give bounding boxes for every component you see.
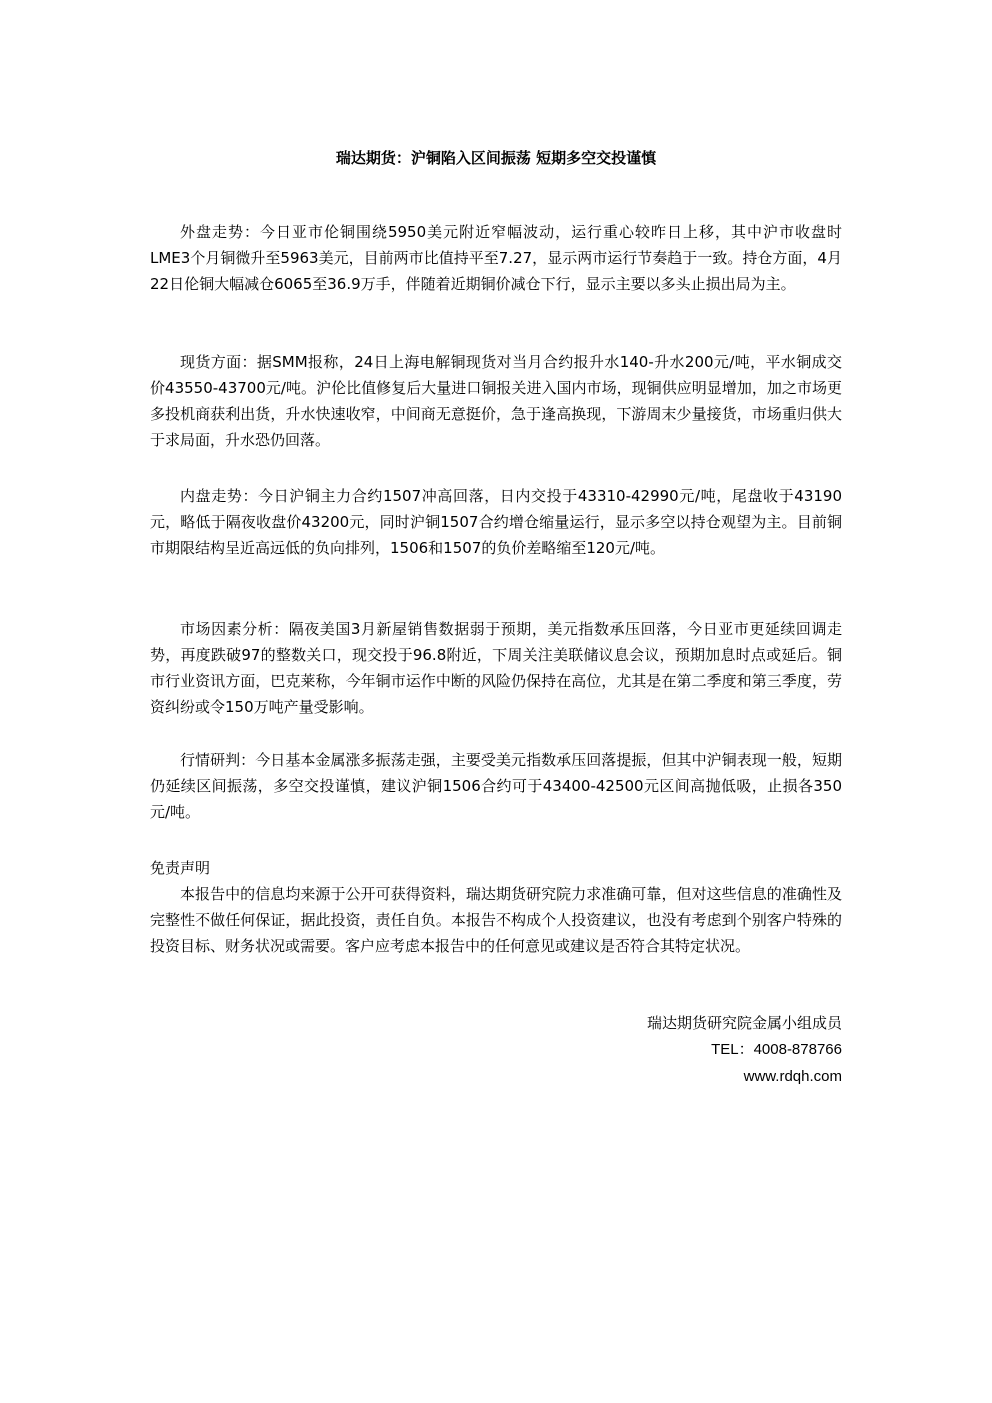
paragraph-market-factors: 市场因素分析：隔夜美国3月新屋销售数据弱于预期，美元指数承压回落，今日亚市更延续回调走势，再度跌破97的整数关口，现交投于96.8附近，下周关注美联储议息会议，预期加息时点或延后。铜市行业资讯方面，巴克莱称，今年铜市运作中断的风险仍保持在高位，尤其是在第二季度和第三季度，劳资纠纷或令150万吨产量受影响。 bbox=[150, 620, 842, 716]
disclaimer-body: 本报告中的信息均来源于公开可获得资料，瑞达期货研究院力求准确可靠，但对这些信息的准确性及完整性不做任何保证，据此投资，责任自负。本报告不构成个人投资建议，也没有考虑到个别客户特殊的投资目标、财务状况或需要。客户应考虑本报告中的任何意见或建议是否符合其特定状况。 bbox=[150, 885, 842, 955]
paragraph-outlook: 行情研判：今日基本金属涨多振荡走强，主要受美元指数承压回落提振，但其中沪铜表现一般，短期仍延续区间振荡，多空交投谨慎，建议沪铜1506合约可于43400-42500元区间高抛低吸，止损各350元/吨。 bbox=[150, 751, 842, 821]
document-title: 瑞达期货：沪铜陷入区间振荡 短期多空交投谨慎 bbox=[335, 149, 657, 167]
paragraph-spot-market: 现货方面：据SMM报称，24日上海电解铜现货对当月合约报升水140-升水200元/吨，平水铜成交价43550-43700元/吨。沪伦比值修复后大量进口铜报关进入国内市场，现铜供应明显增加，加之市场更多投机商获利出货，升水快速收窄，中间商无意挺价，急于逢高换现，下游周末少量接货，市场重归供大于求局面，升水恐仍回落。 bbox=[150, 353, 842, 449]
signature-website[interactable]: www.rdqh.com bbox=[743, 1068, 842, 1085]
paragraph-domestic-market: 内盘走势：今日沪铜主力合约1507冲高回落，日内交投于43310-42990元/吨，尾盘收于43190元，略低于隔夜收盘价43200元，同时沪铜1507合约增仓缩量运行，显示多空以持仓观望为主。目前铜市期限结构呈近高远低的负向排列，1506和1507的负价差略缩至120元/吨。 bbox=[150, 487, 842, 557]
signature-phone: TEL：4008-878766 bbox=[711, 1041, 842, 1058]
disclaimer-heading: 免责声明 bbox=[150, 859, 211, 877]
paragraph-overseas-market: 外盘走势：今日亚市伦铜围绕5950美元附近窄幅波动，运行重心较昨日上移，其中沪市收盘时LME3个月铜微升至5963美元，目前两市比值持平至7.27，显示两市运行节奏趋于一致。持仓方面，4月22日伦铜大幅减仓6065至36.9万手，伴随着近期铜价减仓下行，显示主要以多头止损出局为主。 bbox=[150, 223, 842, 293]
signature-organization: 瑞达期货研究院金属小组成员 bbox=[646, 1014, 842, 1032]
